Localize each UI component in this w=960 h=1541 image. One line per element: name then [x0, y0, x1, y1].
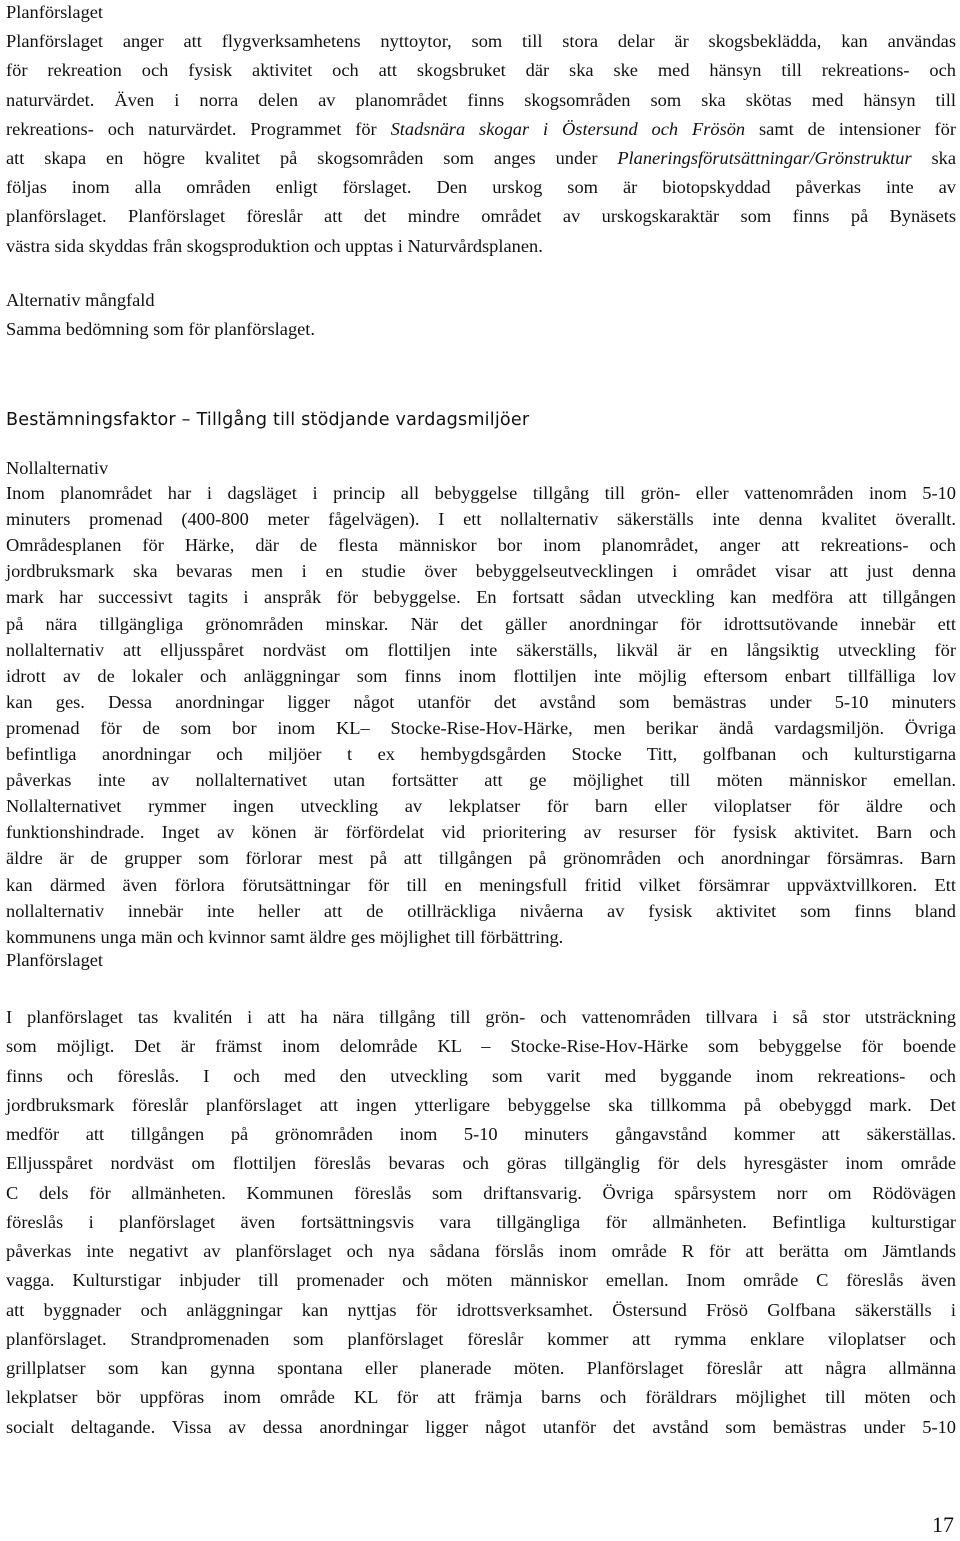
- paragraph-line: Inom planområdet har i dagsläget i princip all bebyggelse tillgång till grön- eller vattenområden inom 5-10: [6, 483, 956, 503]
- paragraph-line: Nollalternativet rymmer ingen utveckling av lekplatser för barn eller viloplatser för äldre och: [6, 796, 956, 817]
- section-title-planforslaget: Planförslaget: [6, 2, 104, 22]
- paragraph-line: att skapa en högre kvalitet på skogsområden som anges under Planeringsförutsättningar/Grönstruktur ska: [6, 148, 956, 168]
- paragraph-line: Områdesplanen för Härke, där de flesta människor bor inom planområdet, anger att rekreations- och: [6, 535, 956, 556]
- paragraph-line: Planförslaget anger att flygverksamhetens nyttoytor, som till stora delar är skogsbeklädda, kan användas: [6, 31, 956, 51]
- paragraph-line: påverkas inte av nollalternativet utan fortsätter att ge möjlighet till möten människor emellan.: [6, 770, 956, 791]
- paragraph-line: planförslaget. Planförslaget föreslår att det mindre området av urskogskaraktär som finns på Bynäsets: [6, 206, 956, 226]
- paragraph-line: mark har successivt tagits i anspråk för bebyggelse. En fortsatt sådan utveckling kan medföra att tillgången: [6, 587, 956, 608]
- paragraph-line: finns och föreslås. I och med den utveckling som varit med byggande inom rekreations- och: [6, 1065, 956, 1086]
- paragraph-line: promenad för de som bor inom KL– Stocke-Rise-Hov-Härke, men berikar ändå vardagsmiljön. Övriga: [6, 717, 956, 738]
- paragraph-line: I planförslaget tas kvalitén i att ha nära tillgång till grön- och vattenområden tillvara i så stor utsträckning: [6, 1007, 956, 1027]
- paragraph-line: kan därmed även förlora förutsättningar för till en meningsfull fritid vilket försämrar uppväxtvillkoren. Ett: [6, 874, 956, 895]
- paragraph-line: naturvärdet. Även i norra delen av planområdet finns skogsområden som ska skötas med hänsyn till: [6, 90, 956, 110]
- paragraph-line: äldre är de grupper som förlorar mest på att tillgången på grönområden och anordningar försämras. Barn: [6, 848, 956, 869]
- paragraph-line: funktionshindrade. Inget av könen är förfördelat vid prioritering av resurser för fysisk aktivitet. Barn och: [6, 822, 956, 843]
- paragraph-line: C dels för allmänheten. Kommunen föreslås som driftansvarig. Övriga spårsystem norr om Rödövägen: [6, 1182, 956, 1203]
- paragraph-line: att byggnader och anläggningar kan nyttjas för idrottsverksamhet. Östersund Frösö Golfbana säkerställs i: [6, 1299, 956, 1320]
- section-heading-bestamningsfaktor: Bestämningsfaktor – Tillgång till stödjande vardagsmiljöer: [6, 410, 530, 430]
- paragraph-line: nollalternativ att elljusspåret nordväst om flottiljen inte säkerställs, likväl är en långsiktig utveckling för: [6, 639, 956, 660]
- subsection-title-planforslaget: Planförslaget: [6, 950, 104, 970]
- paragraph-line: föreslås i planförslaget även fortsättningsvis vara tillgängliga för allmänheten. Befintliga kulturstigar: [6, 1211, 956, 1232]
- paragraph-line: planförslaget. Strandpromenaden som planförslaget föreslår kommer att rymma enklare viloplatser och: [6, 1328, 956, 1349]
- paragraph-line: för rekreation och fysisk aktivitet och att skogsbruket där ska ske med hänsyn till rekreations- och: [6, 60, 956, 80]
- paragraph-line: socialt deltagande. Vissa av dessa anordningar ligger något utanför det avstånd som bemästras under 5-10: [6, 1416, 956, 1437]
- paragraph-line: idrott av de lokaler och anläggningar som finns inom flottiljen inte möjlig eftersom enbart tillfälliga lov: [6, 665, 956, 686]
- paragraph-line: rekreations- och naturvärdet. Programmet för Stadsnära skogar i Östersund och Frösön samt de intensioner för: [6, 119, 956, 139]
- paragraph-line: som möjligt. Det är främst inom delområde KL – Stocke-Rise-Hov-Härke som bebyggelse för boende: [6, 1036, 956, 1057]
- paragraph-line: befintliga anordningar och miljöer t ex hembygdsgården Stocke Titt, golfbanan och kulturstigarna: [6, 744, 956, 764]
- paragraph-line: jordbruksmark föreslår planförslaget att ingen ytterligare bebyggelse ska tillkomma på obebyggd mark. Det: [6, 1094, 956, 1115]
- paragraph-line: västra sida skyddas från skogsproduktion och upptas i Naturvårdsplanen.: [6, 236, 543, 256]
- paragraph-line: följas inom alla områden enligt förslaget. Den urskog som är biotopskyddad påverkas inte av: [6, 177, 956, 197]
- paragraph-line: jordbruksmark ska bevaras men i en studie över bebyggelseutvecklingen i området visar att just denna: [6, 561, 956, 582]
- paragraph-line: påverkas inte negativt av planförslaget och nya sådana förslås inom område R för att berätta om Jämtlands: [6, 1241, 956, 1261]
- paragraph-line: på nära tillgängliga grönområden minskar. När det gäller anordningar för idrottsutövande innebär ett: [6, 613, 956, 634]
- paragraph-line: kan ges. Dessa anordningar ligger något utanför det avstånd som bemästras under 5-10 minuters: [6, 691, 956, 712]
- italic-program-title: Stadsnära skogar i Östersund och Frösön: [390, 119, 746, 139]
- italic-section-reference: Planeringsförutsättningar/Grönstruktur: [617, 148, 912, 168]
- paragraph-line: nollalternativ innebär inte heller att de otillräckliga nivåerna av fysisk aktivitet som finns bland: [6, 900, 956, 921]
- paragraph-line: Elljusspåret nordväst om flottiljen föreslås bevaras och göras tillgänglig för dels hyresgäster inom område: [6, 1153, 956, 1174]
- paragraph-line: medför att tillgången på grönområden inom 5-10 minuters gångavstånd kommer att säkerställas.: [6, 1124, 956, 1144]
- paragraph-line: vagga. Kulturstigar inbjuder till promenader och möten människor emellan. Inom område C föreslås även: [6, 1270, 956, 1291]
- paragraph-line: minuters promenad (400-800 meter fågelvägen). I ett nollalternativ säkerställs inte denna kvalitet överallt.: [6, 509, 956, 530]
- paragraph-line: kommunens unga män och kvinnor samt äldre ges möjlighet till förbättring.: [6, 926, 564, 947]
- paragraph-line: lekplatser bör uppföras inom område KL för att främja barns och föräldrars möjlighet till möten och: [6, 1387, 956, 1408]
- page-number: 17: [932, 1512, 954, 1537]
- paragraph-line: grillplatser som kan gynna spontana eller planerade möten. Planförslaget föreslår att några allmänna: [6, 1358, 956, 1378]
- subsection-title-nollalternativ: Nollalternativ: [6, 458, 109, 478]
- section-title-alternativ-mangfald: Alternativ mångfald: [6, 290, 155, 310]
- paragraph-line: Samma bedömning som för planförslaget.: [6, 319, 316, 339]
